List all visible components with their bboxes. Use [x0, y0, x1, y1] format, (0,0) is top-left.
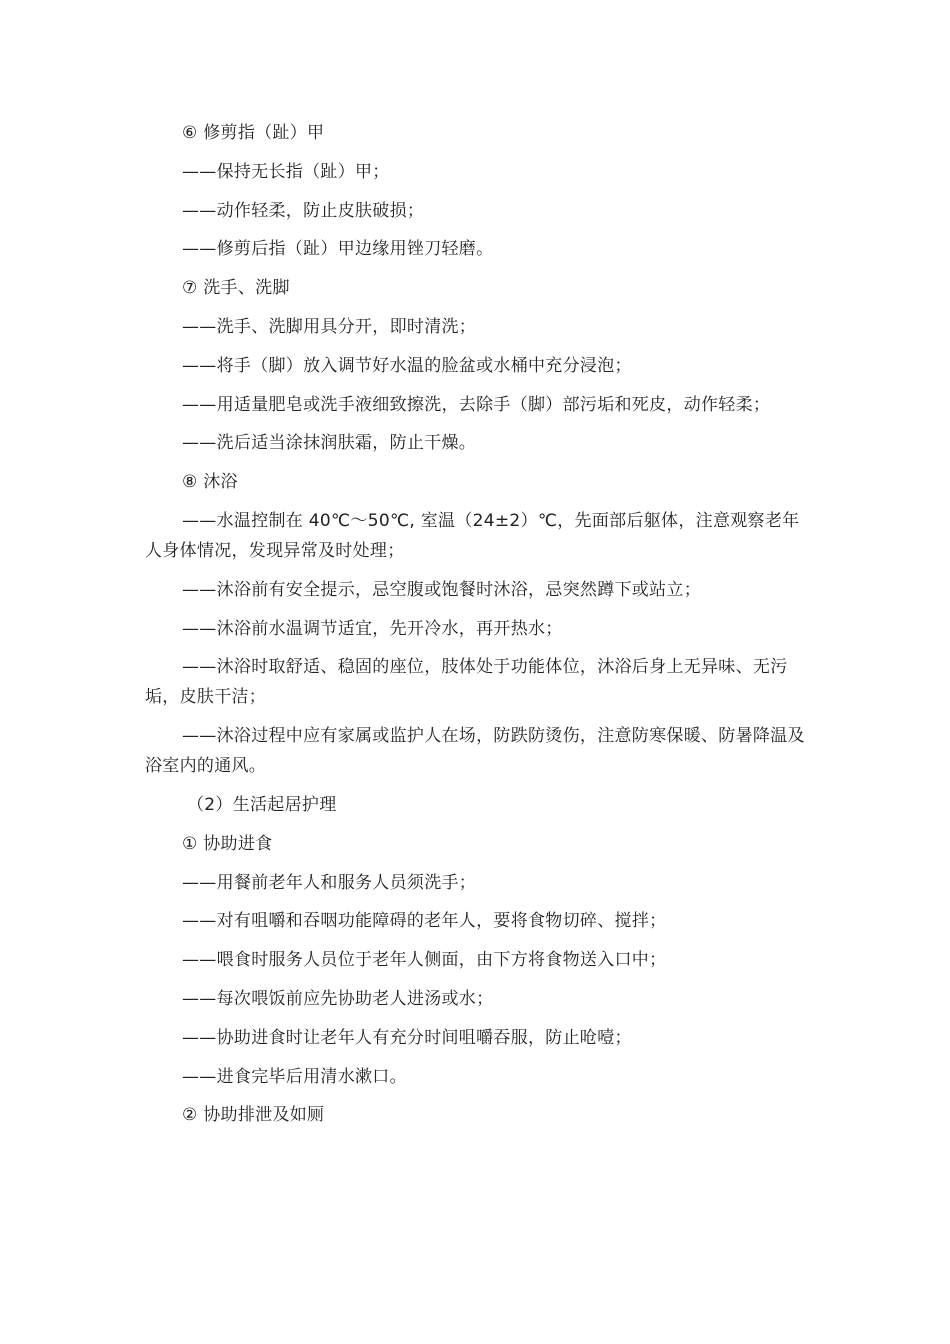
list-item: ——沐浴前水温调节适宜，先开冷水，再开热水；	[182, 618, 563, 639]
list-item: ——洗手、洗脚用具分开，即时清洗；	[182, 316, 477, 337]
subheading-assist-toileting: ② 协助排泄及如厕	[182, 1105, 325, 1126]
subheading-bathing: ⑧ 沐浴	[182, 472, 238, 493]
list-item: ——动作轻柔，防止皮肤破损；	[182, 200, 425, 221]
subheading-assist-eating: ① 协助进食	[182, 833, 273, 854]
document-body	[145, 118, 805, 1130]
list-item: ——将手（脚）放入调节好水温的脸盆或水桶中充分浸泡；	[182, 355, 632, 376]
list-item: ——每次喂饭前应先协助老人进汤或水；	[182, 988, 494, 1009]
list-item: ——喂食时服务人员位于老年人侧面，由下方将食物送入口中；	[182, 950, 667, 971]
list-item: ——进食完毕后用清水漱口。	[182, 1066, 407, 1087]
list-item: ——沐浴时取舒适、稳固的座位，肢体处于功能体位，沐浴后身上无异味、无污垢，皮肤干洁；	[145, 657, 788, 708]
section-heading-daily-care: （2）生活起居护理	[187, 794, 337, 815]
list-item: ——用适量肥皂或洗手液细致擦洗，去除手（脚）部污垢和死皮，动作轻柔；	[182, 394, 771, 415]
list-item: ——对有咀嚼和吞咽功能障碍的老年人，要将食物切碎、搅拌；	[182, 911, 667, 932]
list-item: ——沐浴过程中应有家属或监护人在场，防跌防烫伤，注意防寒保暖、防暑降温及浴室内的通风。	[145, 726, 805, 777]
list-item: ——沐浴前有安全提示，忌空腹或饱餐时沐浴，忌突然蹲下或站立；	[182, 579, 701, 600]
list-item: ——水温控制在 40℃～50℃, 室温（24±2）℃，先面部后躯体，注意观察老年人身体情况，发现异常及时处理；	[145, 510, 800, 561]
subheading-wash-hands-feet: ⑦ 洗手、洗脚	[182, 278, 290, 299]
list-item: ——保持无长指（趾）甲；	[182, 161, 390, 182]
list-item: ——洗后适当涂抹润肤霜，防止干燥。	[182, 433, 477, 454]
subheading-trim-nails: ⑥ 修剪指（趾）甲	[182, 123, 325, 143]
list-item: ——用餐前老年人和服务人员须洗手；	[182, 872, 477, 893]
list-item: ——协助进食时让老年人有充分时间咀嚼吞服，防止呛噎；	[182, 1027, 632, 1048]
list-item: ——修剪后指（趾）甲边缘用锉刀轻磨。	[182, 239, 494, 260]
